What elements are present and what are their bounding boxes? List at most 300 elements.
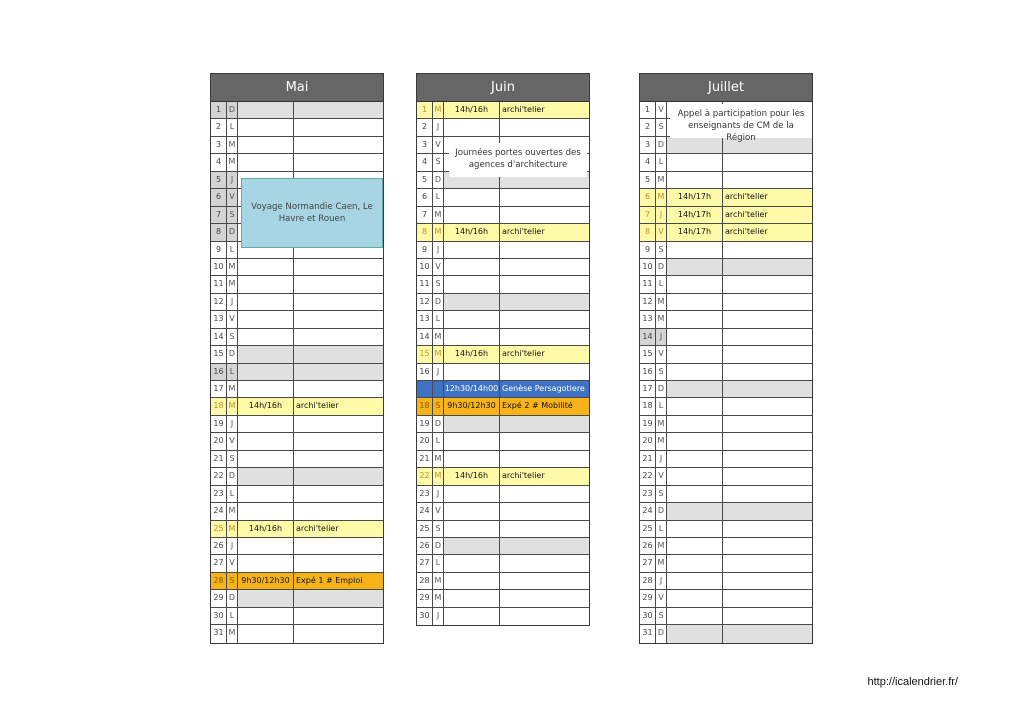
event-title [294,486,383,502]
day-number: 5 [417,172,433,188]
weekday-letter: V [227,555,238,571]
weekday-letter: M [227,625,238,642]
event-title [723,329,812,345]
event-time [238,503,294,519]
day-number: 6 [211,189,227,205]
day-number: 5 [640,172,656,188]
event-time [238,137,294,153]
event-time [667,311,723,327]
day-number: 28 [211,573,227,589]
day-number: 12 [640,294,656,310]
source-url[interactable]: http://icalendrier.fr/ [867,676,958,688]
event-time: 14h/17h [667,224,723,240]
day-row[interactable] [417,451,589,468]
event-title: archi'telier [294,521,383,537]
event-time [238,259,294,275]
event-time [667,433,723,449]
event-time [238,276,294,292]
event-title [723,276,812,292]
event-time [667,294,723,310]
event-time: 14h/16h [444,346,500,362]
weekday-letter: J [656,451,667,467]
event-title: archi'telier [500,224,589,240]
day-number: 30 [211,608,227,624]
weekday-letter: S [656,486,667,502]
day-row[interactable] [640,468,812,485]
day-row[interactable] [640,294,812,311]
day-row[interactable] [211,433,383,450]
day-number: 1 [417,102,433,118]
event-title [500,573,589,589]
day-row[interactable] [417,294,589,311]
day-row[interactable] [211,346,383,363]
day-number: 10 [640,259,656,275]
event-time [444,573,500,589]
weekday-letter: D [227,346,238,362]
event-time [667,329,723,345]
day-row[interactable] [640,172,812,189]
weekday-letter: L [227,364,238,380]
weekday-letter: V [656,346,667,362]
day-number: 9 [211,242,227,258]
day-number: 20 [211,433,227,449]
day-number: 25 [211,521,227,537]
event-title [723,311,812,327]
day-number: 3 [211,137,227,153]
event-title [294,503,383,519]
day-number: 3 [640,137,656,153]
event-title [500,433,589,449]
weekday-letter: M [656,433,667,449]
event-time [667,416,723,432]
event-title [500,259,589,275]
event-title [294,346,383,362]
day-row[interactable] [211,573,383,590]
day-row[interactable] [640,486,812,503]
event-time [444,259,500,275]
weekday-letter: S [433,276,444,292]
day-number: 16 [211,364,227,380]
event-time: 14h/16h [238,521,294,537]
day-number: 8 [417,224,433,240]
day-number: 13 [417,311,433,327]
day-number: 7 [640,207,656,223]
day-row[interactable] [417,468,589,485]
event-title: archi'telier [723,224,812,240]
event-time [444,119,500,135]
day-row[interactable] [211,625,383,642]
day-row[interactable] [417,242,589,259]
day-row[interactable] [640,521,812,538]
day-number: 17 [211,381,227,397]
event-time [444,276,500,292]
day-number: 20 [417,433,433,449]
event-time [444,503,500,519]
weekday-letter: M [227,503,238,519]
day-row[interactable] [211,416,383,433]
day-row[interactable] [640,451,812,468]
event-title [294,311,383,327]
days-list [640,102,812,643]
event-time [667,590,723,606]
day-number: 16 [417,364,433,380]
day-number: 6 [417,189,433,205]
event-title: archi'telier [723,207,812,223]
day-row[interactable] [417,381,589,398]
weekday-letter: S [227,207,238,223]
day-row[interactable] [417,207,589,224]
day-row[interactable] [211,259,383,276]
day-row[interactable] [640,503,812,520]
event-title [723,346,812,362]
event-time [667,486,723,502]
day-row[interactable] [417,119,589,136]
weekday-letter [433,381,444,397]
day-row[interactable] [640,259,812,276]
event-time [444,433,500,449]
event-title [294,119,383,135]
weekday-letter: D [227,224,238,240]
weekday-letter: J [433,608,444,625]
day-number: 17 [640,381,656,397]
weekday-letter: L [656,154,667,170]
day-row[interactable] [211,102,383,119]
event-title [723,433,812,449]
day-row[interactable] [640,555,812,572]
day-row[interactable] [211,294,383,311]
weekday-letter: S [656,119,667,135]
overlay-appel-participation[interactable]: Appel à participation pour les enseignants de CM de la Région [670,104,812,138]
event-title [500,590,589,606]
event-time [667,555,723,571]
day-number: 14 [640,329,656,345]
day-row[interactable] [211,486,383,503]
day-row[interactable] [211,608,383,625]
weekday-letter: M [227,521,238,537]
event-time [238,608,294,624]
event-time [667,573,723,589]
weekday-letter: J [433,364,444,380]
day-row[interactable] [417,608,589,625]
day-number: 21 [640,451,656,467]
day-row[interactable] [211,590,383,607]
event-title [500,555,589,571]
day-row[interactable] [211,538,383,555]
day-number: 9 [640,242,656,258]
weekday-letter: J [227,538,238,554]
day-number: 5 [211,172,227,188]
day-row[interactable] [640,433,812,450]
day-row[interactable] [640,224,812,241]
day-row[interactable] [211,311,383,328]
month-juin [416,73,590,626]
event-time [444,242,500,258]
day-row[interactable] [640,381,812,398]
day-number: 3 [417,137,433,153]
day-row[interactable] [417,398,589,415]
event-title [500,486,589,502]
weekday-letter: V [433,137,444,153]
weekday-letter: V [433,259,444,275]
weekday-letter: L [227,242,238,258]
day-row[interactable] [417,189,589,206]
day-number: 19 [211,416,227,432]
weekday-letter: M [433,329,444,345]
event-time [238,381,294,397]
day-row[interactable] [417,503,589,520]
day-number: 19 [417,416,433,432]
event-time [238,294,294,310]
day-number: 29 [417,590,433,606]
weekday-letter: S [433,521,444,537]
event-title [500,416,589,432]
day-row[interactable] [211,364,383,381]
weekday-letter: M [433,468,444,484]
day-number: 26 [417,538,433,554]
day-row[interactable] [211,398,383,415]
weekday-letter: V [656,102,667,118]
overlay-journees-portes-ouvertes[interactable]: Journées portes ouvertes des agences d'architecture [449,143,587,177]
day-number: 24 [640,503,656,519]
day-row[interactable] [417,416,589,433]
weekday-letter: J [656,573,667,589]
weekday-letter: M [227,381,238,397]
day-row[interactable] [211,276,383,293]
event-time [444,451,500,467]
event-title [723,503,812,519]
event-title [723,608,812,624]
event-title [500,276,589,292]
day-row[interactable] [417,224,589,241]
event-title [723,451,812,467]
day-row[interactable] [211,119,383,136]
day-row[interactable] [417,555,589,572]
day-number: 11 [211,276,227,292]
day-row[interactable] [211,555,383,572]
weekday-letter: M [433,573,444,589]
day-row[interactable] [640,329,812,346]
event-title [294,433,383,449]
event-title [500,451,589,467]
event-time [444,590,500,606]
weekday-letter: D [433,538,444,554]
event-title [294,538,383,554]
event-time [444,364,500,380]
weekday-letter: L [227,486,238,502]
day-row[interactable] [640,398,812,415]
day-row[interactable] [640,538,812,555]
event-time [667,364,723,380]
event-title [500,608,589,625]
day-row[interactable] [417,276,589,293]
day-row[interactable] [417,590,589,607]
day-number: 11 [640,276,656,292]
event-title [723,364,812,380]
event-title: archi'telier [500,102,589,118]
weekday-letter: M [656,311,667,327]
event-time: 14h/17h [667,189,723,205]
day-row[interactable] [640,189,812,206]
weekday-letter: M [656,189,667,205]
weekday-letter: J [227,294,238,310]
day-row[interactable] [417,329,589,346]
day-number: 15 [211,346,227,362]
weekday-letter: S [433,154,444,170]
weekday-letter: L [227,608,238,624]
event-title [500,294,589,310]
weekday-letter: M [227,259,238,275]
event-title [294,294,383,310]
day-row[interactable] [417,259,589,276]
event-time [238,433,294,449]
day-number: 2 [640,119,656,135]
day-row[interactable] [211,468,383,485]
day-row[interactable] [640,346,812,363]
weekday-letter: D [656,503,667,519]
weekday-letter: D [433,294,444,310]
day-number: 4 [211,154,227,170]
day-number: 15 [417,346,433,362]
day-row[interactable] [211,329,383,346]
weekday-letter: M [433,102,444,118]
event-time [667,137,723,153]
weekday-letter: M [656,172,667,188]
weekday-letter: M [227,154,238,170]
day-row[interactable] [417,364,589,381]
day-row[interactable] [417,573,589,590]
event-title [294,259,383,275]
event-time: 14h/17h [667,207,723,223]
event-title [723,573,812,589]
day-row[interactable] [640,608,812,625]
weekday-letter: V [227,189,238,205]
day-number: 26 [640,538,656,554]
weekday-letter: S [656,364,667,380]
day-number: 19 [640,416,656,432]
day-row[interactable] [417,346,589,363]
event-time [444,329,500,345]
event-title [294,329,383,345]
weekday-letter: V [656,224,667,240]
day-row[interactable] [640,311,812,328]
event-title [294,468,383,484]
day-row[interactable] [640,207,812,224]
event-title: archi'telier [294,398,383,414]
event-title [500,242,589,258]
event-time [238,590,294,606]
event-time [238,625,294,642]
weekday-letter: D [433,416,444,432]
day-number: 26 [211,538,227,554]
days-list [417,102,589,625]
day-number: 12 [417,294,433,310]
day-number: 13 [211,311,227,327]
month-juillet [639,73,813,644]
overlay-voyage-normandie[interactable]: Voyage Normandie Caen, Le Havre et Rouen [241,178,383,248]
day-number: 4 [417,154,433,170]
weekday-letter: D [227,102,238,118]
day-number: 18 [211,398,227,414]
event-time [238,364,294,380]
event-time [667,172,723,188]
weekday-letter: L [227,119,238,135]
weekday-letter: M [227,398,238,414]
event-title [723,468,812,484]
event-title [500,364,589,380]
month-mai [210,73,384,644]
day-number: 29 [640,590,656,606]
event-time [444,294,500,310]
weekday-letter: D [656,137,667,153]
day-number: 29 [211,590,227,606]
day-row[interactable] [417,538,589,555]
day-number: 23 [211,486,227,502]
event-title [723,398,812,414]
day-row[interactable] [211,137,383,154]
day-row[interactable] [211,154,383,171]
weekday-letter: M [227,137,238,153]
event-title [294,276,383,292]
day-row[interactable] [417,311,589,328]
event-title [723,242,812,258]
day-row[interactable] [640,416,812,433]
day-row[interactable] [417,433,589,450]
event-title [294,102,383,118]
day-row[interactable] [417,486,589,503]
day-row[interactable] [640,364,812,381]
day-number: 11 [417,276,433,292]
day-row[interactable] [211,503,383,520]
weekday-letter: J [433,486,444,502]
day-number: 16 [640,364,656,380]
weekday-letter: V [433,503,444,519]
day-row[interactable] [640,625,812,642]
day-number: 4 [640,154,656,170]
day-row[interactable] [640,154,812,171]
day-row[interactable] [417,102,589,119]
event-time [238,538,294,554]
weekday-letter: S [227,329,238,345]
day-row[interactable] [417,521,589,538]
day-number: 20 [640,433,656,449]
day-row[interactable] [211,451,383,468]
day-row[interactable] [640,242,812,259]
day-number: 1 [640,102,656,118]
weekday-letter: L [433,433,444,449]
day-row[interactable] [640,590,812,607]
event-title [294,416,383,432]
event-time [238,416,294,432]
event-title [500,119,589,135]
event-time [667,154,723,170]
event-title [723,172,812,188]
event-title: Expé 2 # Mobilité [500,398,589,414]
day-number: 9 [417,242,433,258]
event-title [723,555,812,571]
event-title: archi'telier [500,346,589,362]
day-row[interactable] [211,381,383,398]
weekday-letter: M [656,416,667,432]
event-title [723,416,812,432]
day-row[interactable] [640,573,812,590]
day-row[interactable] [640,276,812,293]
day-number: 21 [417,451,433,467]
event-time [667,608,723,624]
day-number: 22 [640,468,656,484]
event-time [238,102,294,118]
month-title: Mai [211,74,383,102]
day-row[interactable] [211,521,383,538]
